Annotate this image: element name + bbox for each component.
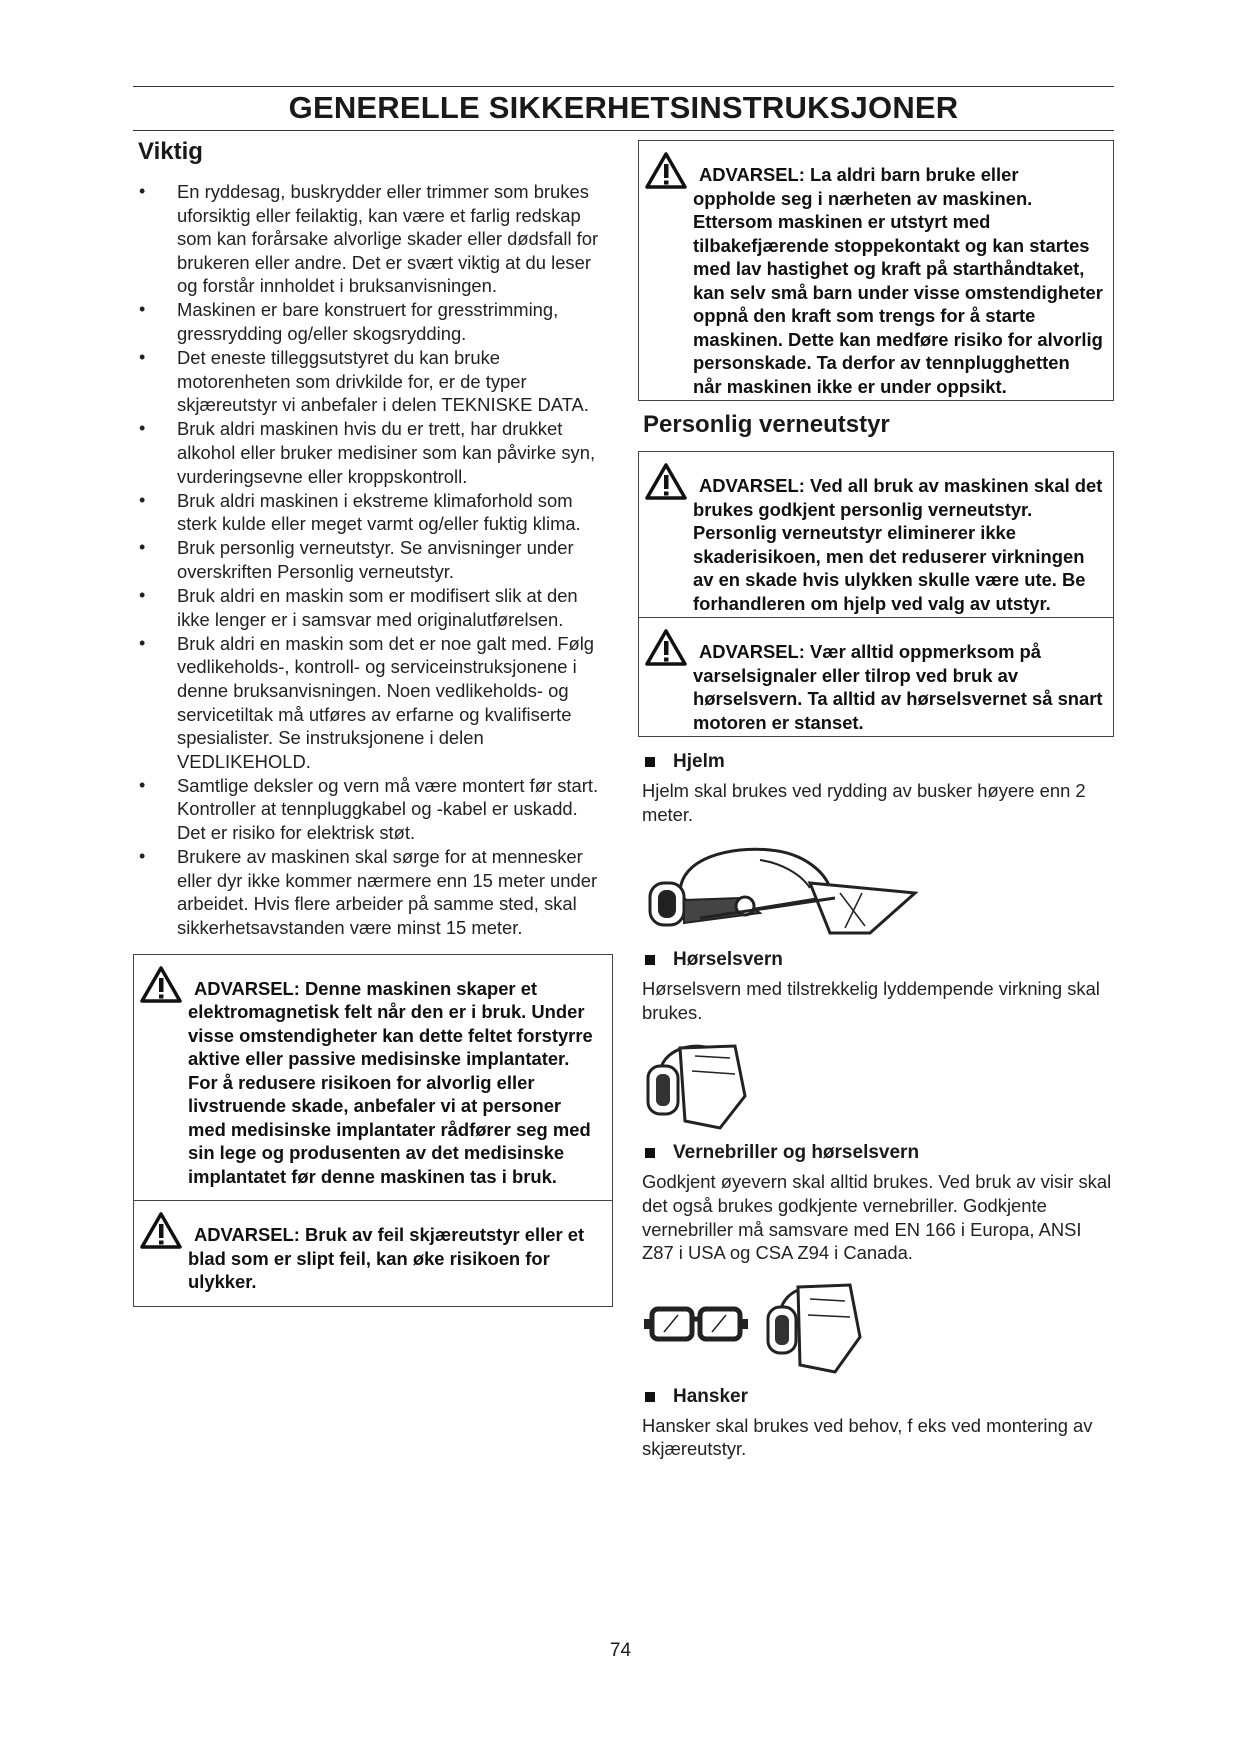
list-item: • Bruk aldri maskinen i ekstreme klimaforhold som sterk kulde eller meget varmt og/eller fuktig klima. xyxy=(133,489,613,536)
ppe-hearing-protection xyxy=(638,949,1114,1136)
section-heading-personlig-verneutstyr: Personlig verneutstyr xyxy=(643,411,890,438)
list-item: • Bruk aldri en maskin som er modifisert slik at den ikke lenger er i samsvar med originalutførelsen. xyxy=(133,584,613,631)
list-item: • Det eneste tilleggsutstyret du kan bruke motorenheten som drivkilde for, er de typer skjæreutstyr vi anbefaler i delen TEKNISKE DATA. xyxy=(133,346,613,417)
list-item: • En ryddesag, buskrydder eller trimmer som brukes uforsiktig eller feilaktig, kan være et farlig redskap som kan forårsake alvorlige skader eller dødsfall for brukeren eller andre. Det er svært viktig at du leser og forstår innholdet i bruksanvisningen. xyxy=(133,180,613,298)
subheading-text: Hansker xyxy=(673,1385,748,1407)
ppe-helmet xyxy=(638,751,1114,943)
paragraph: Hørselsvern med tilstrekkelig lyddempende virkning skal brukes. xyxy=(642,978,1100,1023)
subheading xyxy=(642,949,1114,971)
list-item: • Bruk aldri maskinen hvis du er trett, har drukket alkohol eller bruker medisiner som kan påvirke syn, vurderingsevne eller kroppskontroll. xyxy=(133,417,613,488)
paragraph: Godkjent øyevern skal alltid brukes. Ved bruk av visir skal det også brukes godkjente vernebriller. Godkjente vernebriller må samsvare med EN 166 i Europa, ANSI Z87 i USA og CSA Z94 i Canada. xyxy=(642,1171,1112,1264)
right-column xyxy=(638,140,1114,1461)
square-bullet-icon xyxy=(645,757,655,767)
subheading xyxy=(642,1142,1114,1164)
warning-text: ADVARSEL: Vær alltid oppmerksom på varselsignaler eller tilrop ved bruk av hørselsvern. Ta alltid av hørselsvernet så snart motoren er stanset. xyxy=(693,641,1103,733)
subheading xyxy=(642,751,1114,773)
square-bullet-icon xyxy=(645,1148,655,1158)
warning-emf xyxy=(134,955,612,1201)
page-title: GENERELLE SIKKERHETSINSTRUKSJONER xyxy=(288,90,959,125)
warning-text: ADVARSEL: Ved all bruk av maskinen skal det brukes godkjent personlig verneutstyr. Personlig verneutstyr eliminerer ikke skaderisikoen, men det reduserer virkningen av en skade hvis ulykken skulle være ute. Be forhandleren om hjelp ved valg av utstyr. xyxy=(693,475,1103,614)
warning-hearing xyxy=(639,617,1113,736)
top-rule xyxy=(133,86,1114,87)
paragraph: Hjelm skal brukes ved rydding av busker høyere enn 2 meter. xyxy=(642,780,1086,825)
paragraph: Hansker skal brukes ved behov, f eks ved montering av skjæreutstyr. xyxy=(642,1414,1093,1460)
warning-triangle-icon xyxy=(645,628,687,666)
important-list xyxy=(133,180,613,940)
warning-triangle-icon xyxy=(645,151,687,189)
subheading-text: Hørselsvern xyxy=(673,949,783,971)
warning-cutting-equipment xyxy=(134,1200,612,1306)
warning-ppe xyxy=(639,452,1113,617)
list-item: • Bruk aldri en maskin som det er noe galt med. Følg vedlikeholds-, kontroll- og serviceinstruksjonene i denne bruksanvisningen. Noen vedlikeholds- og servicetiltak må utføres av erfarne og kvalifiserte spesialister. Se instruksjonene i delen VEDLIKEHOLD. xyxy=(133,632,613,774)
list-item: • Samtlige deksler og vern må være montert før start. Kontroller at tennpluggkabel og -kabel er uskadd. Det er risiko for elektrisk støt. xyxy=(133,774,613,845)
ear-muffs-with-visor-icon xyxy=(640,1036,750,1131)
subheading xyxy=(642,1386,1114,1408)
warning-box-ppe xyxy=(638,451,1114,737)
warning-box-left xyxy=(133,954,613,1307)
warning-triangle-icon xyxy=(140,1211,182,1249)
warning-text: ADVARSEL: Denne maskinen skaper et elektromagnetisk felt når den er i bruk. Under visse omstendigheter kan dette feltet forstyrre aktive eller passive medisinske implantater. For å redusere risikoen for alvorlig eller livstruende skade, anbefaler vi at personer med medisinske implantater rådfører seg med sin lege og produsenten av det medisinske implantatet før denne maskinen tas i bruk. xyxy=(188,977,593,1187)
section-heading-viktig: Viktig xyxy=(138,138,203,165)
safety-glasses-and-visor-icon xyxy=(640,1277,900,1377)
left-column xyxy=(133,138,613,1307)
title-underline xyxy=(133,130,1114,131)
warning-triangle-icon xyxy=(140,965,182,1003)
page-number: 74 xyxy=(609,1640,632,1661)
subheading-text: Vernebriller og hørselsvern xyxy=(673,1142,920,1164)
warning-triangle-icon xyxy=(645,462,687,500)
ppe-gloves xyxy=(638,1386,1114,1461)
warning-text: ADVARSEL: Bruk av feil skjæreutstyr eller et blad som er slipt feil, kan øke risikoen for ulykker. xyxy=(188,1224,585,1292)
ppe-glasses-hearing xyxy=(638,1142,1114,1381)
list-item: • Maskinen er bare konstruert for gresstrimming, gressrydding og/eller skogsrydding. xyxy=(133,298,613,345)
helmet-with-visor-icon xyxy=(640,838,920,938)
warning-box-children xyxy=(638,140,1114,401)
list-item: • Bruk personlig verneutstyr. Se anvisninger under overskriften Personlig verneutstyr. xyxy=(133,536,613,583)
square-bullet-icon xyxy=(645,955,655,965)
square-bullet-icon xyxy=(645,1392,655,1402)
list-item: • Brukere av maskinen skal sørge for at mennesker eller dyr ikke kommer nærmere enn 15 meter under arbeidet. Hvis flere arbeider på samme sted, skal sikkerhetsavstanden være minst 15 meter. xyxy=(133,845,613,939)
warning-children xyxy=(639,141,1113,400)
warning-text: ADVARSEL: La aldri barn bruke eller oppholde seg i nærheten av maskinen. Ettersom maskinen er utstyrt med tilbakefjærende stoppekontakt og kan startes med lav hastighet og kraft på starthåndtaket, kan selv små barn under visse omstendigheter oppnå den kraft som trengs for å starte maskinen. Dette kan medføre risiko for alvorlig personskade. Ta derfor av tennplugghetten når maskinen ikke er under oppsikt. xyxy=(693,164,1103,397)
subheading-text: Hjelm xyxy=(673,751,725,772)
